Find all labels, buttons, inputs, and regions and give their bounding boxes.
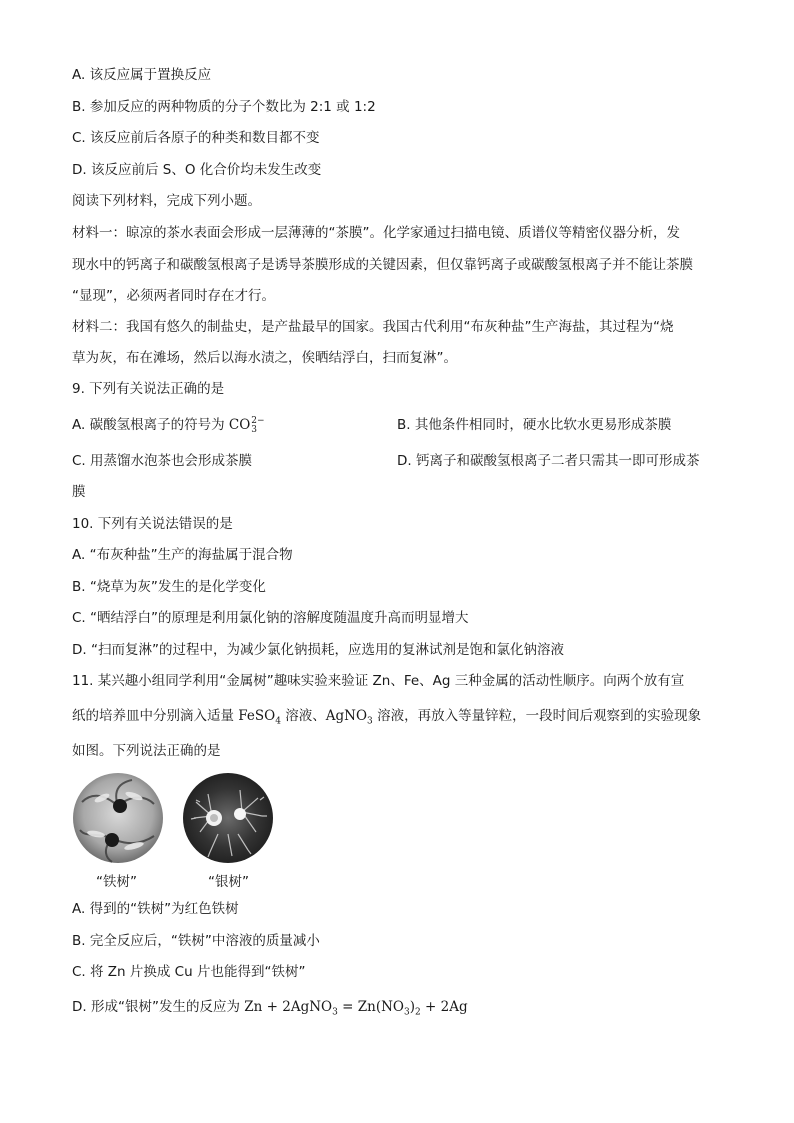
q11-option-a: A. 得到的“铁树”为红色铁树: [72, 901, 239, 917]
q9-option-b: B. 其他条件相同时，硬水比软水更易形成茶膜: [397, 417, 672, 433]
q11-option-d: D. 形成“银树”发生的反应为 Zn + 2AgNO$_3$ = $Zn(NO_3)_2 + 2Ag$: [72, 999, 468, 1018]
q9-formula: CO 2− 3: [228, 415, 265, 435]
q10-option-d: D. “扫而复淋”的过程中，为减少氯化钠损耗，应选用的复淋试剂是饱和氯化钠溶液: [72, 642, 564, 658]
q8-option-b: B. 参加反应的两种物质的分子个数比为 2:1 或 1:2: [72, 99, 376, 115]
material1-line2: 现水中的钙离子和碳酸氢根离子是诱导茶膜形成的关键因素，但仅靠钙离子或碳酸氢根离子并不能让茶膜: [72, 257, 693, 273]
q9-option-a: [72, 416, 265, 435]
material2-line1: 材料二：我国有悠久的制盐史，是产盐最早的国家。我国古代利用“布灰种盐”生产海盐，其过程为“烧: [72, 319, 674, 335]
material1-line1: 材料一：晾凉的茶水表面会形成一层薄薄的“茶膜”。化学家通过扫描电镜、质谱仪等精密仪器分析，发: [72, 225, 680, 241]
q9-option-d: D. 钙离子和碳酸氢根离子二者只需其一即可形成茶: [397, 453, 700, 469]
q11-option-b: B. 完全反应后，“铁树”中溶液的质量减小: [72, 933, 320, 949]
iron-tree-caption: “铁树”: [96, 874, 137, 890]
q11-option-c: C. 将 Zn 片换成 Cu 片也能得到“铁树”: [72, 964, 306, 980]
q11-stem-line2: 纸的培养皿中分别滴入适量 FeSO$_4$ 溶液、AgNO$_3$ 溶液，再放入等量锌粒，一段时间后观察到的实验现象: [72, 708, 702, 727]
q8-option-d: D. 该反应前后 S、O 化合价均未发生改变: [72, 162, 322, 178]
q10-stem: 10. 下列有关说法错误的是: [72, 516, 233, 532]
q11-stem-line1: 11. 某兴趣小组同学利用“金属树”趣味实验来验证 Zn、Fe、Ag 三种金属的活动性顺序。向两个放有宣: [72, 673, 685, 689]
q8-option-a: A. 该反应属于置换反应: [72, 67, 212, 83]
reading-intro: 阅读下列材料，完成下列小题。: [72, 193, 261, 209]
q11-equation: Zn + 2AgNO$_3$ = $Zn(NO_3)_2 + 2Ag$: [244, 999, 468, 1018]
q10-option-c: C. “晒结浮白”的原理是利用氯化钠的溶解度随温度升高而明显增大: [72, 610, 469, 626]
q9-option-d-cont: 膜: [72, 484, 86, 500]
q9-stem: 9. 下列有关说法正确的是: [72, 381, 225, 397]
iron-tree-image: [72, 772, 164, 868]
q8-option-c: C. 该反应前后各原子的种类和数目都不变: [72, 130, 320, 146]
material2-line2: 草为灰，布在滩场，然后以海水渍之，俟晒结浮白，扫而复淋”。: [72, 350, 457, 366]
q9-option-c: C. 用蒸馏水泡茶也会形成茶膜: [72, 453, 253, 469]
silver-tree-caption: “银树”: [208, 874, 249, 890]
material1-line3: “显现”，必须两者同时存在才行。: [72, 288, 275, 304]
q11-stem-line3: 如图。下列说法正确的是: [72, 743, 221, 759]
q10-option-b: B. “烧草为灰”发生的是化学变化: [72, 579, 266, 595]
silver-tree-image: [182, 772, 274, 868]
q9-option-a-text: A. 碳酸氢根离子的符号为: [72, 417, 229, 433]
q10-option-a: A. “布灰种盐”生产的海盐属于混合物: [72, 547, 293, 563]
